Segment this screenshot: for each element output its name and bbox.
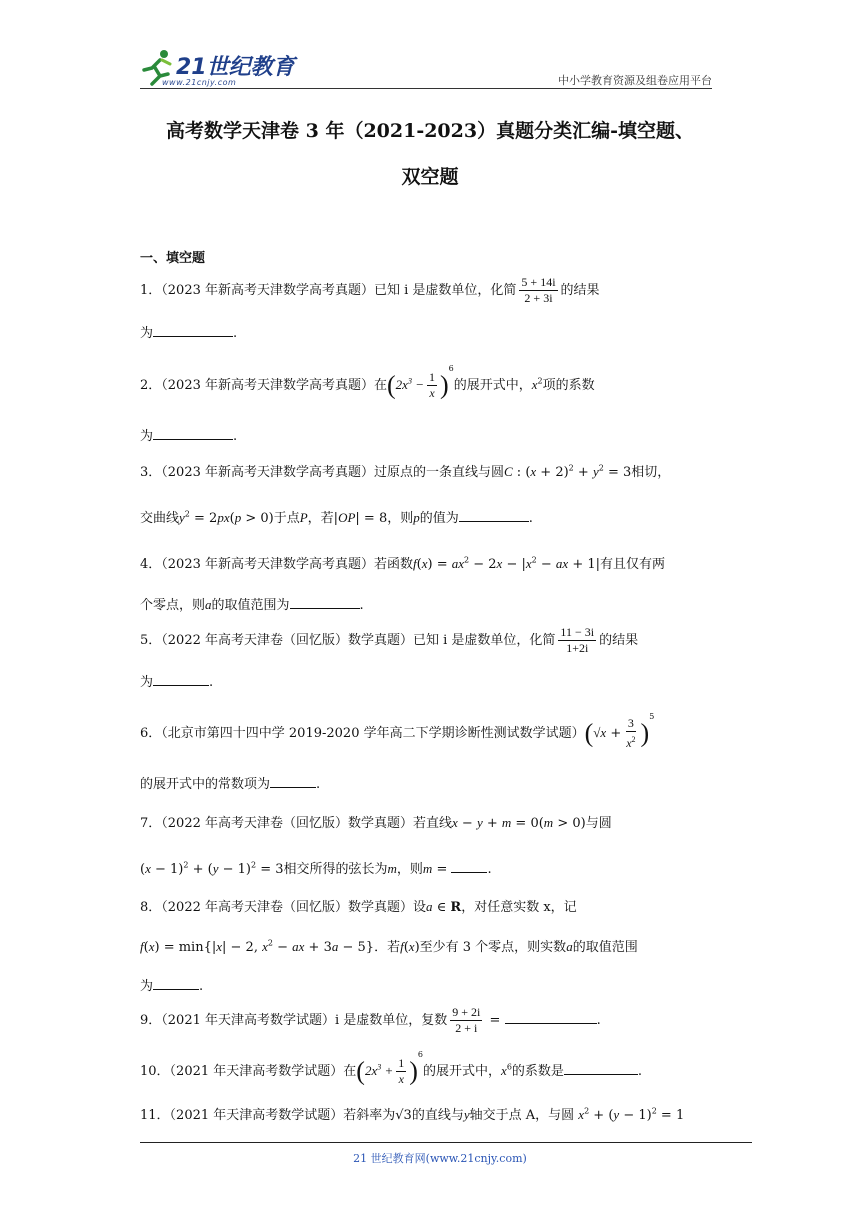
problem-9: 9．（2021 年天津高考数学试题）i 是虚数单位，复数 $\frac{9 + 2i}{2 + i}$ = . <box>140 1005 601 1035</box>
problem-10: 10．（2021 年天津高考数学试题）在($2x^3$ + $\frac{1}{x}$ )$^6$的展开式中，$x^6$的系数是 . <box>140 1050 643 1086</box>
platform-label: 中小学教育资源及组卷应用平台 <box>558 74 712 87</box>
problem-3-line2: 交曲线$y^2 = 2px(p > 0)$于点P，若|OP| = 8，则p的值为 . <box>140 509 533 526</box>
footer-divider <box>140 1142 752 1143</box>
problem-6-text-2: 的展开式中的常数项为 <box>140 777 271 792</box>
problem-5 <box>140 625 638 656</box>
answer-blank[interactable] <box>270 775 316 788</box>
problem-5-answer-label: 为 <box>140 675 154 690</box>
problem-3-text-3: 交曲线 <box>140 511 180 526</box>
problem-5-fraction <box>558 625 596 656</box>
logo-url: www.21cnjy.com <box>162 78 237 87</box>
page-footer[interactable]: 21 世纪教育网(www.21cnjy.com) <box>353 1152 527 1165</box>
answer-blank[interactable] <box>153 977 199 990</box>
problem-4: 4．（2023 年新高考天津数学高考真题）若函数$f(x) = ax^2 - 2x - |x^2$ − ax + 1|有且仅有两 <box>140 555 666 572</box>
fraction-numerator: 11 − 3i <box>560 625 595 639</box>
answer-blank[interactable] <box>153 324 233 337</box>
answer-blank[interactable] <box>451 860 487 873</box>
problem-2-answer-label: 为 <box>140 429 154 444</box>
problem-10-text: 10．（2021 年天津高考数学试题）在 <box>140 1064 357 1079</box>
problem-6-fraction: $\frac{3}{x^2}$ <box>626 716 636 750</box>
problem-2-fraction: $\frac{1}{x}$ <box>428 370 435 400</box>
problem-8-text-3: ．若 <box>374 940 401 955</box>
problem-8-answer: 为 . <box>140 979 204 994</box>
fraction-denominator: 2 + i <box>455 1021 478 1035</box>
site-logo <box>140 44 310 90</box>
problem-2-text: 2．（2023 年新高考天津数学高考真题）在 <box>140 378 387 393</box>
answer-blank[interactable] <box>153 673 209 686</box>
problem-2-text-3: 项的系数 <box>542 378 595 393</box>
problem-1-text: 1．（2023 年新高考天津数学高考真题）已知 i 是虚数单位，化简 <box>140 283 517 298</box>
problem-8: 8．（2022 年高考天津卷（回忆版）数学真题）设a ∈ R，对任意实数 x，记 <box>140 899 577 915</box>
problem-6-text: 6．（北京市第四十四中学 2019-2020 学年高二下学期诊断性测试数学试题） <box>140 726 585 741</box>
problem-3: 3．（2023 年新高考天津数学高考真题）过原点的一条直线与圆C : $(x + 2)^2 + y^2 = 3$相切， <box>140 463 671 480</box>
fraction-denominator: 2 + 3i <box>524 291 553 305</box>
problem-10-text-2: 的展开式中， <box>423 1064 502 1079</box>
problem-11: 11．（2021 年天津高考数学试题）若斜率为√3的直线与y轴交于点 A，与圆 $x^2 + (y - 1)^2 = 1$ <box>140 1106 685 1123</box>
answer-blank[interactable] <box>564 1062 638 1075</box>
problem-5-text-2: 的结果 <box>599 633 639 648</box>
problem-6: 6．（北京市第四十四中学 2019-2020 学年高二下学期诊断性测试数学试题）(√x + $\frac{3}{x^2}$ )$^5$ <box>140 712 655 750</box>
problem-3-text-5: ，若 <box>307 511 334 526</box>
problem-11-text-3: 轴交于点 A，与圆 <box>469 1108 575 1123</box>
problem-9-fraction <box>450 1005 482 1036</box>
problem-7: 7．（2022 年高考天津卷（回忆版）数学真题）若直线x − y + m = 0(m > 0)与圆 <box>140 815 612 831</box>
page-header <box>140 44 712 90</box>
problem-8-line2: f(x) = min{|x| − 2, $x^2$ − ax + 3a − 5}．若f(x)至少有 3 个零点，则实数a的取值范围 <box>140 938 638 955</box>
problem-8-text: 8．（2022 年高考天津卷（回忆版）数学真题）设 <box>140 900 426 915</box>
answer-blank[interactable] <box>505 1011 597 1024</box>
problem-7-text-4: ，则 <box>396 862 423 877</box>
problem-1-text-2: 的结果 <box>560 283 600 298</box>
fraction-denominator: 1+2i <box>566 641 589 655</box>
problem-2-answer: 为 . <box>140 429 238 444</box>
problem-3-text-4: 于点 <box>273 511 300 526</box>
problem-7-text-2: 与圆 <box>585 816 612 831</box>
logo-text: 21世纪教育 <box>176 55 295 80</box>
problem-3-text: 3．（2023 年新高考天津数学高考真题）过原点的一条直线与圆 <box>140 465 504 480</box>
problem-10-text-3: 的系数是 <box>511 1064 564 1079</box>
problem-8-text-2: ，对任意实数 x，记 <box>461 900 577 915</box>
page-title-line2: 双空题 <box>401 166 459 188</box>
problem-7-line2: $(x - 1)^2 + (y - 1)^2 = 3$相交所得的弦长为m，则m = . <box>140 860 492 877</box>
problem-5-text: 5．（2022 年高考天津卷（回忆版）数学真题）已知 i 是虚数单位，化简 <box>140 633 556 648</box>
page-title-line1: 高考数学天津卷 3 年（2021-2023）真题分类汇编-填空题、 <box>166 120 694 142</box>
problem-2: 2．（2023 年新高考天津数学高考真题）在($2x^3$ − $\frac{1}{x}$ )$^6$的展开式中，$x^2$项的系数 <box>140 364 595 400</box>
problem-1-answer-label: 为 <box>140 326 154 341</box>
problem-1 <box>140 275 600 306</box>
problem-2-text-2: 的展开式中， <box>453 378 532 393</box>
problem-11-text-2: 的直线与 <box>411 1108 464 1123</box>
answer-blank[interactable] <box>459 509 529 522</box>
section-heading: 一、填空题 <box>140 251 206 266</box>
problem-1-fraction <box>519 275 557 306</box>
problem-11-text: 11．（2021 年天津高考数学试题）若斜率为 <box>140 1108 396 1123</box>
answer-blank[interactable] <box>153 427 233 440</box>
problem-4-text-2: 有且仅有两 <box>600 557 666 572</box>
problem-8-answer-label: 为 <box>140 979 154 994</box>
problem-7-text-3: 相交所得的弦长为 <box>283 862 388 877</box>
problem-7-text: 7．（2022 年高考天津卷（回忆版）数学真题）若直线 <box>140 816 452 831</box>
problem-3-text-2: 相切， <box>631 465 671 480</box>
answer-blank[interactable] <box>290 596 360 609</box>
header-divider <box>140 88 712 89</box>
problem-6-answer: 的展开式中的常数项为 . <box>140 777 321 792</box>
problem-9-text: 9．（2021 年天津高考数学试题）i 是虚数单位，复数 <box>140 1013 448 1028</box>
problem-10-fraction: $\frac{1}{x}$ <box>398 1056 405 1086</box>
problem-5-answer: 为 . <box>140 675 214 690</box>
problem-4-line2: 个零点，则a的取值范围为 . <box>140 597 364 613</box>
problem-8-text-5: 的取值范围 <box>572 940 638 955</box>
fraction-numerator: 9 + 2i <box>452 1005 481 1019</box>
problem-3-text-6: ，则 <box>387 511 414 526</box>
problem-8-text-4: 至少有 3 个零点，则实数 <box>419 940 567 955</box>
problem-4-text: 4．（2023 年新高考天津数学高考真题）若函数 <box>140 557 413 572</box>
problem-3-text-7: 的值为 <box>419 511 459 526</box>
problem-4-text-4: 的取值范围为 <box>211 598 290 613</box>
problem-4-text-3: 个零点，则 <box>140 598 206 613</box>
problem-1-answer: 为 . <box>140 326 238 341</box>
fraction-numerator: 5 + 14i <box>521 275 556 289</box>
